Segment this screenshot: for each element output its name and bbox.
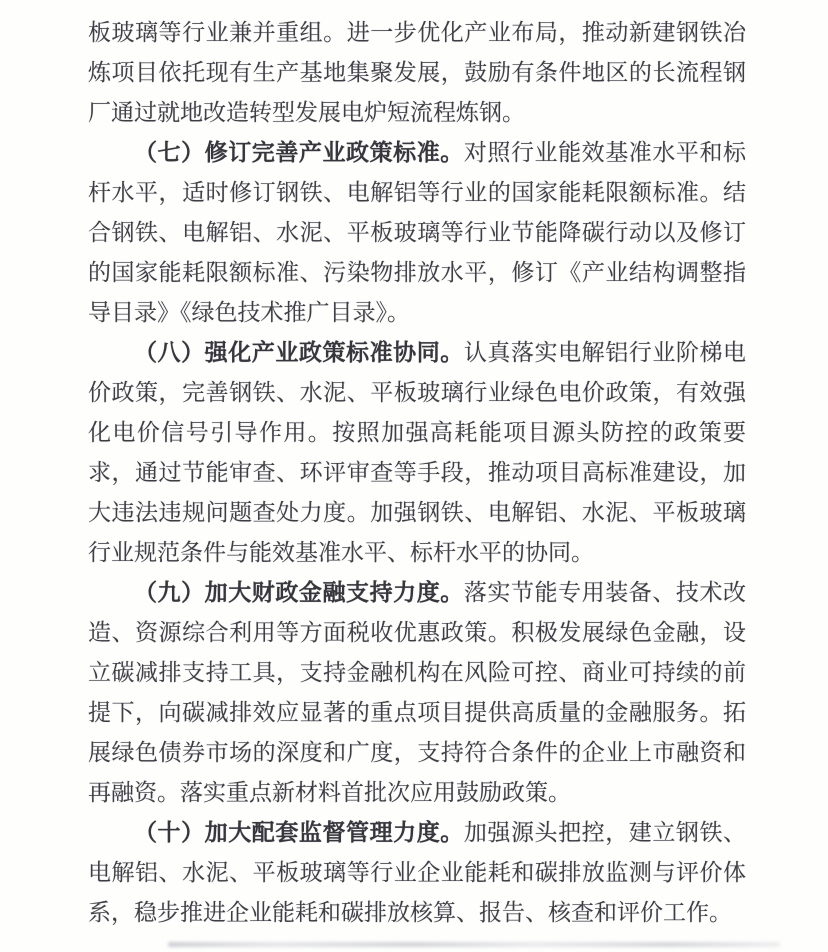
text-line: 厂通过就地改造转型发展电炉短流程炼钢。 [88,100,525,125]
text-line: 炼项目依托现有生产基地集聚发展，鼓励有条件地区的长流程钢 [88,60,746,85]
text-run: 对照行业能效基准水平和标 [463,140,746,165]
text-line: 求，通过节能审查、环评审查等手段，推动项目高标准建设，加 [88,460,746,485]
text-line: 提下，向碳减排效应显著的重点项目提供高质量的金融服务。拓 [88,700,746,725]
text-line: 合钢铁、电解铝、水泥、平板玻璃等行业节能降碳行动以及修订 [88,220,746,245]
paragraph-section-10 [88,813,746,933]
paragraph-section-8 [88,333,746,573]
text-line: 造、资源综合利用等方面税收优惠政策。积极发展绿色金融，设 [88,620,746,645]
text-line [88,13,746,53]
text-line: 导目录》《绿色技术推广目录》。 [88,300,410,325]
text-line [88,813,746,853]
text-line: 立碳减排支持工具，支持金融机构在风险可控、商业可持续的前 [88,660,746,685]
section-heading: （七）修订完善产业政策标准。 [134,140,464,165]
text-line: 大违法违规问题查处力度。加强钢铁、电解铝、水泥、平板玻璃 [88,500,746,525]
text-line: 系，稳步推进企业能耗和碳排放核算、报告、核查和评价工作。 [88,900,732,925]
section-heading: （十）加大配套监督管理力度。 [134,820,464,845]
text-run: 加强源头把控，建立钢铁、 [463,820,746,845]
text-line: 价政策，完善钢铁、水泥、平板玻璃行业绿色电价政策，有效强 [88,380,746,405]
scan-artifact [168,942,780,947]
text-run: 板玻璃等行业兼并重组。进一步优化产业布局，推动新建钢铁冶 [88,20,746,45]
text-line [88,573,746,613]
text-run: 落实节能专用装备、技术改 [463,580,746,605]
paragraph-section-9 [88,573,746,813]
text-line: 电解铝、水泥、平板玻璃等行业企业能耗和碳排放监测与评价体 [88,860,746,885]
text-line: 的国家能耗限额标准、污染物排放水平，修订《产业结构调整指 [88,260,746,285]
text-line [88,333,746,373]
paragraph-section-7 [88,133,746,333]
text-run: 认真落实电解铝行业阶梯电 [463,340,746,365]
text-line: 展绿色债券市场的深度和广度，支持符合条件的企业上市融资和 [88,740,746,765]
text-line: 再融资。落实重点新材料首批次应用鼓励政策。 [88,780,571,805]
text-line: 行业规范条件与能效基准水平、标杆水平的协同。 [88,540,594,565]
section-heading: （八）强化产业政策标准协同。 [134,340,464,365]
text-line: 杆水平，适时修订钢铁、电解铝等行业的国家能耗限额标准。结 [88,180,746,205]
section-heading: （九）加大财政金融支持力度。 [134,580,464,605]
paragraph-continuation [88,13,746,133]
text-line: 化电价信号引导作用。按照加强高耗能项目源头防控的政策要 [88,420,746,445]
text-line [88,133,746,173]
